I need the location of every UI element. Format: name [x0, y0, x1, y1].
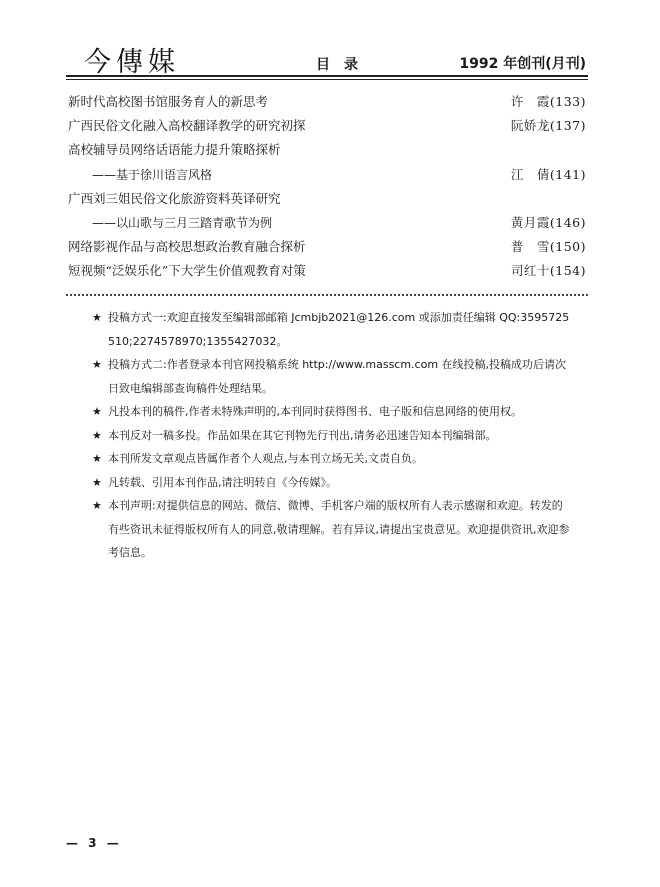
- star-icon: ★: [92, 428, 102, 442]
- notice-text: 本刊所发文章观点皆属作者个人观点,与本刊立场无关,文责自负。: [108, 452, 423, 465]
- page-number: — 3 —: [66, 836, 122, 850]
- notice-item: [92, 306, 572, 353]
- toc-entry-author: 普 雪(150): [510, 239, 586, 255]
- toc-entry[interactable]: [68, 114, 586, 138]
- toc-entry-title: 高校辅导员网络话语能力提升策略探析: [68, 142, 281, 158]
- notice-item: [92, 353, 572, 400]
- notice-text: 投稿方式二:作者登录本刊官网投稿系统 http://www.masscm.com 在线投稿,投稿成功后请次日致电编辑部查询稿件处理结果。: [108, 358, 567, 395]
- toc-entry-author: 黄月霞(146): [510, 214, 586, 230]
- toc-heading: 目录: [316, 57, 372, 73]
- toc-entry-subtitle[interactable]: [68, 163, 586, 187]
- star-icon: ★: [92, 452, 102, 465]
- toc-entry-title: 短视频“泛娱乐化”下大学生价值观教育对策: [68, 263, 306, 279]
- notice-text: 凡转载、引用本刊作品,请注明转自《今传媒》。: [108, 475, 337, 489]
- section-divider: [66, 294, 588, 296]
- notice-item: [92, 471, 572, 495]
- toc-entry[interactable]: [68, 187, 586, 211]
- toc-entry[interactable]: [68, 235, 586, 259]
- star-icon: ★: [92, 311, 102, 324]
- toc-entry-author: 江 倩(141): [510, 166, 586, 182]
- toc-entry-title: 广西民俗文化融入高校翻译教学的研究初探: [68, 118, 306, 134]
- notice-text: 投稿方式一:欢迎直接发至编辑部邮箱 Jcmbjb2021@126.com 或添加责任编辑 QQ:3595725510;2274578970;1355427032。: [108, 311, 570, 348]
- notice-text: 凡投本刊的稿件,作者未特殊声明的,本刊同时获得图书、电子版和信息网络的使用权。: [108, 405, 522, 418]
- journal-logo: 今傳媒: [84, 47, 180, 78]
- toc-entry[interactable]: [68, 259, 586, 283]
- notice-item: [92, 494, 572, 565]
- table-of-contents: [68, 90, 586, 284]
- star-icon: ★: [92, 358, 102, 371]
- notice-item: [92, 447, 572, 471]
- toc-entry[interactable]: [68, 138, 586, 162]
- toc-entry[interactable]: [68, 90, 586, 114]
- page-header: [66, 40, 588, 78]
- notice-text: 本刊声明:对提供信息的网站、微信、微博、手机客户端的版权所有人表示感谢和欢迎。转发的有些资讯未征得版权所有人的同意,敬请理解。若有异议,请提出宝贵意见。欢迎提供资讯,欢迎参考信息。: [108, 499, 570, 559]
- toc-entry-title: 网络影视作品与高校思想政治教育融合探析: [68, 239, 306, 255]
- notice-item: [92, 424, 572, 448]
- toc-entry-author: 阮娇龙(137): [510, 118, 586, 134]
- star-icon: ★: [92, 499, 102, 512]
- toc-entry-title: ——基于徐川语言风格: [92, 167, 213, 182]
- toc-entry-author: 许 霞(133): [510, 94, 586, 109]
- notice-text: 本刊反对一稿多投。作品如果在其它刊物先行刊出,请务必迅速告知本刊编辑部。: [108, 428, 497, 442]
- notice-item: [92, 400, 572, 424]
- toc-entry-author: 司红十(154): [510, 263, 586, 279]
- issue-info: 1992 年创刊(月刊): [459, 56, 586, 72]
- toc-entry-title: 新时代高校图书馆服务育人的新思考: [68, 94, 269, 109]
- header-rule: [66, 75, 588, 80]
- toc-entry-title: ——以山歌与三月三踏青歌节为例: [92, 215, 273, 230]
- star-icon: ★: [92, 405, 102, 418]
- submission-notices: [92, 306, 572, 565]
- toc-entry-subtitle[interactable]: [68, 211, 586, 235]
- star-icon: ★: [92, 475, 102, 489]
- toc-entry-title: 广西刘三姐民俗文化旅游资料英译研究: [68, 190, 281, 206]
